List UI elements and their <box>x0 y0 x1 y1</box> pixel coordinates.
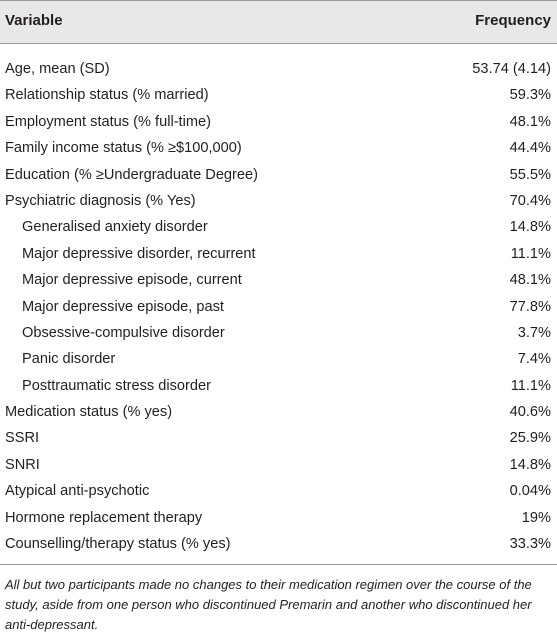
row-label: Employment status (% full-time) <box>5 113 211 130</box>
row-value: 3.7% <box>517 324 551 341</box>
row-value: 0.04% <box>509 483 551 500</box>
row-label: Hormone replacement therapy <box>5 509 203 526</box>
row-label: Education (% ≥Undergraduate Degree) <box>5 166 259 183</box>
table-row-mdd-recurrent <box>0 241 557 267</box>
row-value: 11.1% <box>510 245 551 262</box>
table-row-mde-current <box>0 267 557 293</box>
table-row-panic <box>0 346 557 372</box>
row-label: Posttraumatic stress disorder <box>22 377 211 394</box>
table-row-ocd <box>0 320 557 346</box>
table-row-age <box>0 56 557 82</box>
row-value: 48.1% <box>509 113 551 130</box>
row-label: Relationship status (% married) <box>5 87 209 104</box>
row-label: Counselling/therapy status (% yes) <box>5 536 231 553</box>
row-value: 53.74 (4.14) <box>472 61 551 77</box>
row-value: 59.3% <box>509 87 551 104</box>
row-label: Age, mean (SD) <box>5 61 110 77</box>
table-row-mde-past <box>0 294 557 320</box>
row-value: 19% <box>521 509 551 526</box>
row-value: 33.3% <box>509 536 551 553</box>
table-row-antipsychotic <box>0 478 557 504</box>
row-label: Major depressive disorder, recurrent <box>22 245 256 262</box>
table-row-ptsd <box>0 373 557 399</box>
row-value: 7.4% <box>517 351 551 368</box>
row-label: Medication status (% yes) <box>5 404 173 421</box>
header-variable: Variable <box>5 12 63 29</box>
table-row-medication <box>0 399 557 425</box>
row-label: Obsessive-compulsive disorder <box>22 324 225 341</box>
table-row-education <box>0 162 557 188</box>
table-row-income <box>0 135 557 161</box>
row-label: SNRI <box>5 456 40 473</box>
row-value: 48.1% <box>509 272 551 289</box>
table-footnote: All but two participants made no changes to their medication regimen over the course of the study, aside from one person who discontinued Premarin and another who discontinued her anti-depressant. <box>5 577 532 633</box>
row-label: Major depressive episode, past <box>22 298 224 315</box>
table-row-hrt <box>0 505 557 531</box>
header-frequency: Frequency <box>475 12 551 29</box>
row-label: Panic disorder <box>22 351 116 368</box>
table-row-employment <box>0 109 557 135</box>
row-value: 70.4% <box>509 192 551 209</box>
table-row-psychiatric-diagnosis <box>0 188 557 214</box>
table-row-gad <box>0 214 557 240</box>
table-row-snri <box>0 452 557 478</box>
row-value: 14.8% <box>509 219 551 236</box>
row-label: Psychiatric diagnosis (% Yes) <box>5 192 196 209</box>
table-row-ssri <box>0 425 557 451</box>
table-bottom-divider <box>0 557 557 565</box>
row-value: 14.8% <box>509 456 551 473</box>
table-row-counselling <box>0 531 557 557</box>
row-label: SSRI <box>5 430 40 447</box>
row-label: Family income status (% ≥$100,000) <box>5 140 242 157</box>
row-value: 44.4% <box>509 140 551 157</box>
row-value: 40.6% <box>509 404 551 421</box>
row-value: 11.1% <box>510 377 551 394</box>
row-value: 25.9% <box>509 430 551 447</box>
row-value: 77.8% <box>509 298 551 315</box>
table-row-relationship <box>0 82 557 108</box>
row-label: Atypical anti-psychotic <box>5 483 150 500</box>
table-header <box>0 0 557 44</box>
row-value: 55.5% <box>509 166 551 183</box>
row-label: Major depressive episode, current <box>22 272 242 289</box>
row-label: Generalised anxiety disorder <box>22 219 208 236</box>
